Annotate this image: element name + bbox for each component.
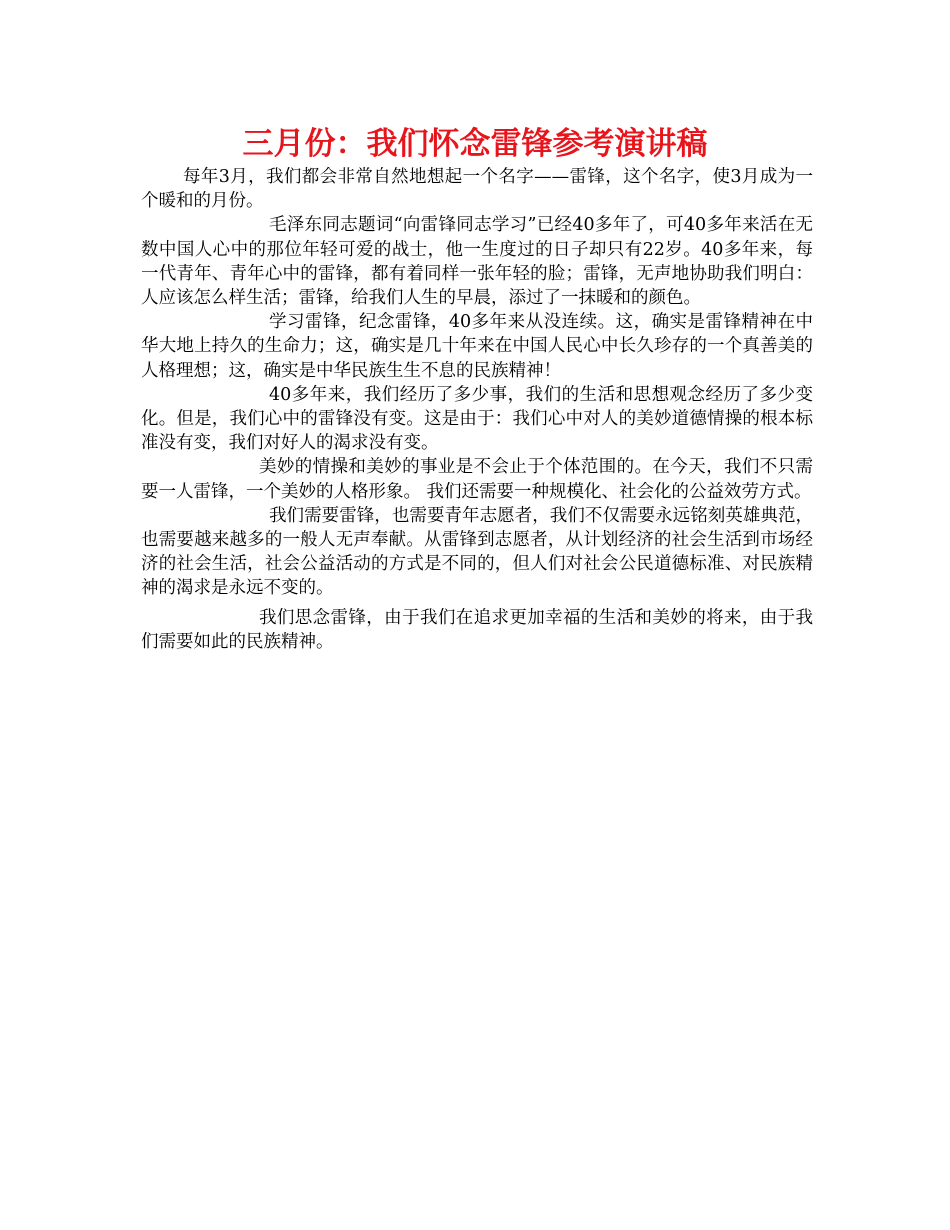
paragraph-1: 每年3月，我们都会非常自然地想起一个名字——雷锋，这个名字，使3月成为一个暖和的月份。 [141, 167, 813, 212]
paragraph-2: 毛泽东同志题词“向雷锋同志学习”已经40多年了，可40多年来活在无数中国人心中的那位年轻可爱的战士，他一生度过的日子却只有22岁。40多年来，每一代青年、青年心中的雷锋，都有着同样一张年轻的脸；雷锋，无声地协助我们明白：人应该怎么样生活；雷锋，给我们人生的早晨，添过了一抹暖和的颜色。 [141, 215, 813, 309]
paragraph-4: 40多年来，我们经历了多少事，我们的生活和思想观念经历了多少变化。但是，我们心中的雷锋没有变。这是由于：我们心中对人的美妙道德情操的根本标准没有变，我们对好人的渴求没有变。 [141, 384, 813, 454]
document-title: 三月份：我们怀念雷锋参考演讲稿 [242, 126, 708, 162]
paragraph-5: 美妙的情操和美妙的事业是不会止于个体范围的。在今天，我们不只需要一人雷锋，一个美妙的人格形象。 我们还需要一种规模化、社会化的公益效劳方式。 [141, 457, 813, 502]
paragraph-7: 我们思念雷锋，由于我们在追求更加幸福的生活和美妙的将来，由于我们需要如此的民族精神。 [141, 607, 813, 652]
paragraph-3: 学习雷锋，纪念雷锋，40多年来从没连续。这，确实是雷锋精神在中华大地上持久的生命力；这，确实是几十年来在中国人民心中长久珍存的一个真善美的人格理想；这，确实是中华民族生生不息的民族精神！ [141, 312, 813, 381]
paragraph-6: 我们需要雷锋，也需要青年志愿者，我们不仅需要永远铭刻英雄典范，也需要越来越多的一般人无声奉献。从雷锋到志愿者，从计划经济的社会生活到市场经济的社会生活，社会公益活动的方式是不同的，但人们对社会公民道德标准、对民族精神的渴求是永远不变的。 [141, 505, 813, 599]
document-body [141, 165, 813, 654]
